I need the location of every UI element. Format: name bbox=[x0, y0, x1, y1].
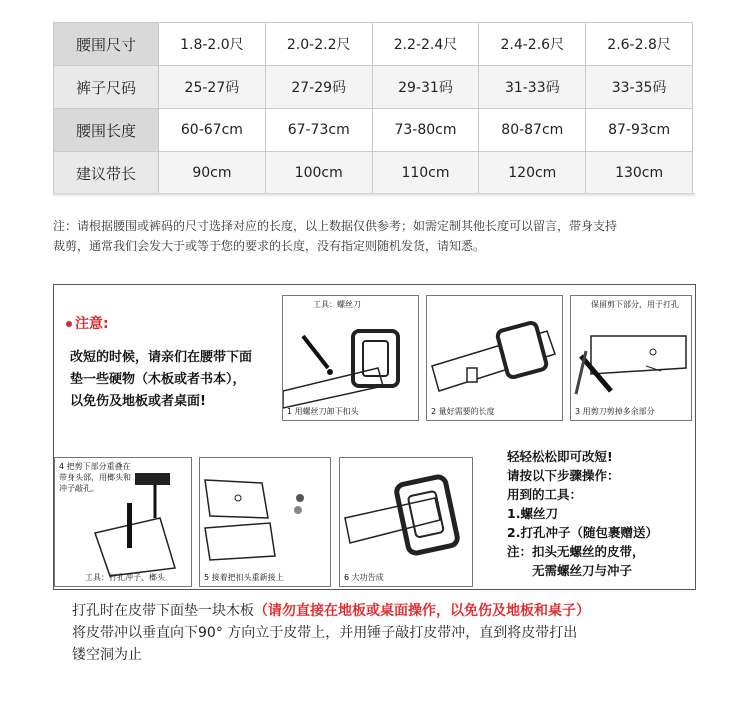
table-cell: 33-35码 bbox=[586, 66, 693, 109]
row-header: 腰围长度 bbox=[54, 109, 159, 152]
step-6-illustration bbox=[339, 457, 473, 587]
step-caption: 工具：打孔冲子、榔头 bbox=[85, 573, 165, 582]
bottom-warning: （请勿直接在地板或桌面操作，以免伤及地板和桌子） bbox=[254, 603, 590, 619]
measure-belt-icon bbox=[427, 296, 562, 420]
instruction-line: 无需螺丝刀与冲子 bbox=[507, 563, 633, 578]
table-cell: 2.0-2.2尺 bbox=[265, 23, 372, 66]
instruction-line: 2.打孔冲子（随包裹赠送） bbox=[507, 525, 658, 540]
table-cell: 90cm bbox=[159, 152, 266, 195]
table-cell: 31-33码 bbox=[479, 66, 586, 109]
row-header: 腰围尺寸 bbox=[54, 23, 159, 66]
row-header: 建议带长 bbox=[54, 152, 159, 195]
instruction-line: 用到的工具： bbox=[507, 487, 583, 502]
step-1-illustration bbox=[282, 295, 419, 421]
table-cell: 60-67cm bbox=[159, 109, 266, 152]
table-cell: 100cm bbox=[265, 152, 372, 195]
table-row bbox=[54, 152, 693, 195]
step-tool-label: 保留剪下部分，用于打孔 bbox=[591, 300, 679, 309]
step-caption: 2 量好需要的长度 bbox=[431, 407, 495, 416]
table-shadow bbox=[53, 193, 695, 197]
note-line: 注：请根据腰围或裤码的尺寸选择对应的长度，以上数据仅供参考；如需定制其他长度可以留言，带身支持 bbox=[53, 219, 618, 233]
table-cell: 73-80cm bbox=[372, 109, 479, 152]
step-2-illustration bbox=[426, 295, 563, 421]
step-caption: 6 大功告成 bbox=[344, 573, 384, 582]
step-3-illustration bbox=[570, 295, 692, 421]
warning-title-text: 注意: bbox=[75, 316, 109, 332]
table-cell: 2.6-2.8尺 bbox=[586, 23, 693, 66]
instruction-line: 请按以下步骤操作： bbox=[507, 468, 620, 483]
step-caption: 3 用剪刀剪掉多余部分 bbox=[575, 407, 655, 416]
step-caption: 1 用螺丝刀卸下扣头 bbox=[287, 407, 359, 416]
table-cell: 25-27码 bbox=[159, 66, 266, 109]
table-cell: 120cm bbox=[479, 152, 586, 195]
scissors-cut-icon bbox=[571, 296, 691, 420]
warning-line: 改短的时候，请亲们在腰带下面 bbox=[70, 350, 253, 365]
bottom-line-2: 将皮带冲以垂直向下90° 方向立于皮带上，并用锤子敲打皮带冲，直到将皮带打出 bbox=[72, 625, 578, 641]
table-row bbox=[54, 66, 693, 109]
instruction-line: 1.螺丝刀 bbox=[507, 506, 558, 521]
bottom-line-1 bbox=[72, 600, 692, 622]
bottom-note bbox=[72, 600, 692, 666]
instruction-line: 轻轻松松即可改短! bbox=[507, 449, 613, 464]
table-cell: 2.2-2.4尺 bbox=[372, 23, 479, 66]
table-cell: 2.4-2.6尺 bbox=[479, 23, 586, 66]
warning-text bbox=[70, 347, 280, 413]
table-cell: 67-73cm bbox=[265, 109, 372, 152]
size-note bbox=[53, 216, 698, 256]
bottom-line-3: 镂空洞为止 bbox=[72, 647, 142, 663]
step-5-illustration bbox=[199, 457, 331, 587]
bottom-prefix: 打孔时在皮带下面垫一块木板 bbox=[72, 603, 254, 619]
step-side-text: 4 把剪下部分重叠在带身头部，用榔头和冲子敲孔。 bbox=[59, 462, 131, 493]
easy-instructions bbox=[507, 447, 687, 580]
warning-title bbox=[66, 313, 109, 333]
row-header: 裤子尺码 bbox=[54, 66, 159, 109]
table-cell: 130cm bbox=[586, 152, 693, 195]
step-tool-label: 工具：螺丝刀 bbox=[313, 300, 361, 309]
table-cell: 29-31码 bbox=[372, 66, 479, 109]
table-row bbox=[54, 23, 693, 66]
table-cell: 110cm bbox=[372, 152, 479, 195]
instruction-panel bbox=[53, 284, 696, 590]
table-row bbox=[54, 109, 693, 152]
size-table bbox=[53, 22, 693, 195]
table-cell: 1.8-2.0尺 bbox=[159, 23, 266, 66]
warning-line: 垫一些硬物（木板或者书本）， bbox=[70, 372, 246, 387]
warning-line: 以免伤及地板或者桌面! bbox=[70, 394, 206, 409]
note-line: 裁剪，通常我们会发大于或等于您的要求的长度，没有指定则随机发货，请知悉。 bbox=[53, 239, 486, 253]
step-caption: 5 接着把扣头重新接上 bbox=[204, 573, 284, 582]
table-cell: 27-29码 bbox=[265, 66, 372, 109]
screwdriver-buckle-icon bbox=[283, 296, 418, 420]
finished-belt-icon bbox=[340, 458, 472, 586]
instruction-line: 注：扣头无螺丝的皮带， bbox=[507, 544, 645, 559]
table-cell: 87-93cm bbox=[586, 109, 693, 152]
reattach-buckle-icon bbox=[200, 458, 330, 586]
bullet-icon bbox=[66, 321, 72, 327]
step-4-illustration bbox=[54, 457, 192, 587]
table-cell: 80-87cm bbox=[479, 109, 586, 152]
